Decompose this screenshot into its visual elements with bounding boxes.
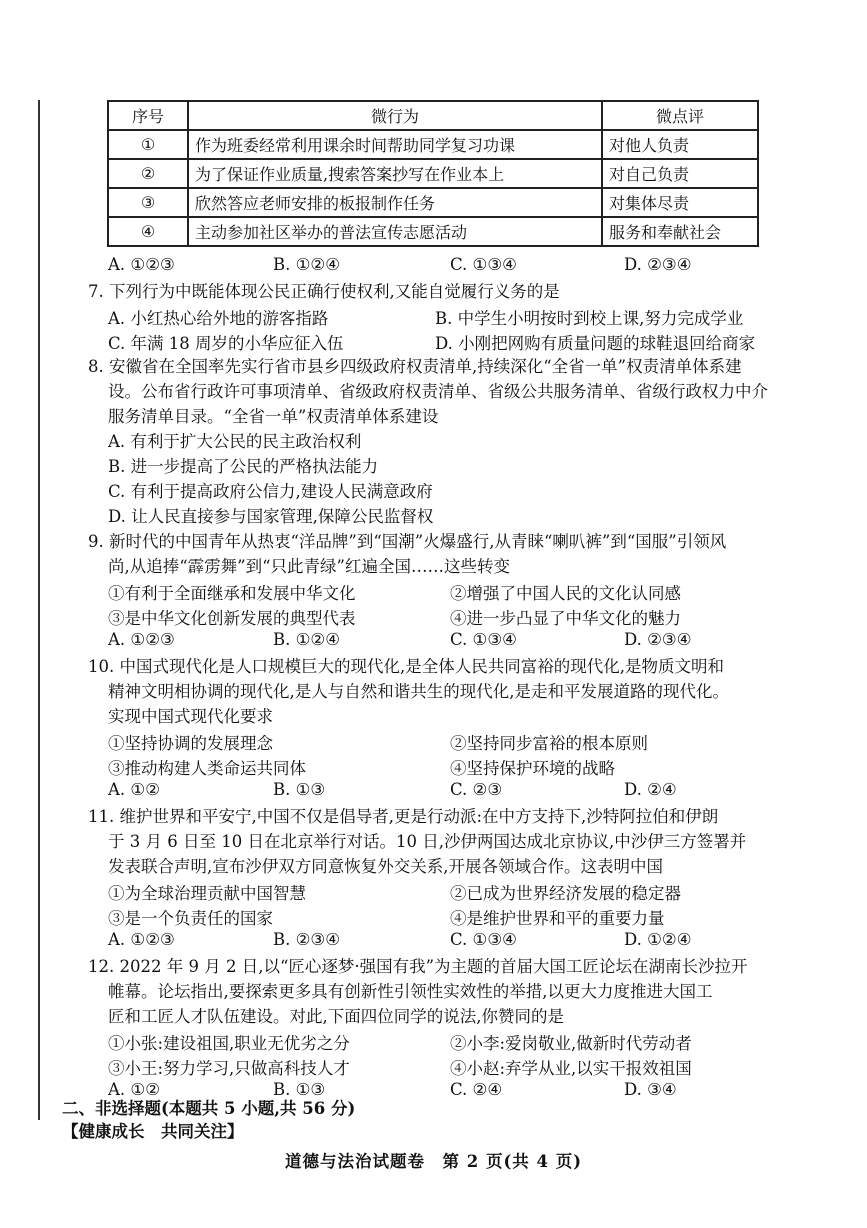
row-comment: 对自己负责 (602, 159, 758, 188)
q11-option-c: C. ①③④ (450, 930, 517, 949)
q11-option-a: A. ①②③ (108, 930, 175, 949)
q11-item-1: ①为全球治理贡献中国智慧 (108, 884, 306, 903)
q7-option-c: C. 年满 18 周岁的小华应征入伍 (108, 334, 344, 353)
q12-option-b: B. ①③ (273, 1080, 326, 1099)
q12-option-d: D. ③④ (624, 1080, 677, 1099)
q9-item-1: ①有利于全面继承和发展中华文化 (108, 584, 356, 603)
row-comment: 对他人负责 (602, 130, 758, 159)
q12-stem-line1: 12. 2022 年 9 月 2 日,以“匠心逐梦·强国有我”为主题的首届大国工匠论坛在湖南长沙拉开 (88, 957, 748, 976)
q10-item-2: ②坚持同步富裕的根本原则 (450, 734, 648, 753)
q10-option-b: B. ①③ (273, 780, 326, 799)
q9-option-c: C. ①③④ (450, 630, 517, 649)
q7-stem: 7. 下列行为中既能体现公民正确行使权利,又能自觉履行义务的是 (88, 282, 560, 301)
q8-option-c: C. 有利于提高政府公信力,建设人民满意政府 (108, 482, 433, 501)
q10-item-1: ①坚持协调的发展理念 (108, 734, 273, 753)
q7-option-b: B. 中学生小明按时到校上课,努力完成学业 (435, 309, 744, 328)
table-header-row (108, 101, 758, 130)
q10-items-row2 (108, 755, 778, 779)
q7-options-row1 (108, 305, 778, 329)
q11-option-d: D. ①②④ (624, 930, 692, 949)
q9-option-d: D. ②③④ (624, 630, 692, 649)
q12-item-4: ④小赵:弃学从业,以实干报效祖国 (450, 1059, 692, 1078)
q12-stem-line3: 匠和工匠人才队伍建设。对此,下面四位同学的说法,你赞同的是 (108, 1007, 564, 1026)
q9-item-4: ④进一步凸显了中华文化的魅力 (450, 609, 681, 628)
q9-options (108, 630, 778, 654)
q8-option-a: A. 有利于扩大公民的民主政治权利 (108, 432, 362, 451)
q10-stem-line2: 精神文明相协调的现代化,是人与自然和谐共生的现代化,是走和平发展道路的现代化。 (108, 682, 729, 701)
q9-item-2: ②增强了中国人民的文化认同感 (450, 584, 681, 603)
row-behavior: 欣然答应老师安排的板报制作任务 (188, 188, 602, 217)
q10-stem-line1: 10. 中国式现代化是人口规模巨大的现代化,是全体人民共同富裕的现代化,是物质文明和 (88, 657, 724, 676)
row-behavior: 为了保证作业质量,搜索答案抄写在作业本上 (188, 159, 602, 188)
q11-stem-line1: 11. 维护世界和平安宁,中国不仅是倡导者,更是行动派:在中方支持下,沙特阿拉伯和伊朗 (88, 807, 719, 826)
q10-option-c: C. ②③ (450, 780, 503, 799)
q10-item-4: ④坚持保护环境的战略 (450, 759, 615, 778)
row-number: ② (108, 159, 188, 188)
q6-option-c: C. ①③④ (450, 255, 517, 274)
row-comment: 服务和奉献社会 (602, 217, 758, 246)
section-heading: 二、非选择题(本题共 5 小题,共 56 分) (62, 1099, 356, 1118)
table-row (108, 217, 758, 246)
q12-option-a: A. ①② (108, 1080, 160, 1099)
table-row (108, 188, 758, 217)
q12-item-2: ②小李:爱岗敬业,做新时代劳动者 (450, 1034, 692, 1053)
q8-stem-line2: 设。公布省行政许可事项清单、省级政府权责清单、省级公共服务清单、省级行政权力中介 (108, 382, 768, 401)
q8-option-d: D. 让人民直接参与国家管理,保障公民监督权 (108, 507, 434, 526)
q9-stem-line1: 9. 新时代的中国青年从热衷“洋品牌”到“国潮”火爆盛行,从青睐“喇叭裤”到“国服”引领风 (88, 532, 727, 551)
q7-options-row2 (108, 330, 778, 354)
table-row (108, 130, 758, 159)
q8-option-b: B. 进一步提高了公民的严格执法能力 (108, 457, 379, 476)
q6-option-a: A. ①②③ (108, 255, 175, 274)
row-number: ① (108, 130, 188, 159)
q11-options (108, 930, 778, 954)
header-number: 序号 (108, 101, 188, 130)
q12-item-1: ①小张:建设祖国,职业无优劣之分 (108, 1034, 350, 1053)
q10-option-d: D. ②④ (624, 780, 677, 799)
q10-item-3: ③推动构建人类命运共同体 (108, 759, 306, 778)
header-behavior: 微行为 (188, 101, 602, 130)
q9-item-3: ③是中华文化创新发展的典型代表 (108, 609, 356, 628)
q6-option-b: B. ①②④ (273, 255, 340, 274)
row-behavior: 作为班委经常利用课余时间帮助同学复习功课 (188, 130, 602, 159)
q7-option-d: D. 小刚把网购有质量问题的球鞋退回给商家 (435, 334, 756, 353)
q11-stem-line3: 发表联合声明,宣布沙伊双方同意恢复外交关系,开展各领域合作。这表明中国 (108, 857, 663, 876)
q9-option-a: A. ①②③ (108, 630, 175, 649)
q11-option-b: B. ②③④ (273, 930, 340, 949)
q11-item-4: ④是维护世界和平的重要力量 (450, 909, 665, 928)
q10-option-a: A. ①② (108, 780, 160, 799)
q12-stem-line2: 帷幕。论坛指出,要探索更多具有创新性引领性实效性的举措,以更大力度推进大国工 (108, 982, 713, 1001)
q11-item-2: ②已成为世界经济发展的稳定器 (450, 884, 681, 903)
row-number: ④ (108, 217, 188, 246)
q11-stem-line2: 于 3 月 6 日至 10 日在北京举行对话。10 日,沙伊两国达成北京协议,中沙伊三方签署并 (108, 832, 747, 851)
subsection-heading: 【健康成长 共同关注】 (62, 1122, 244, 1141)
q12-option-c: C. ②④ (450, 1080, 503, 1099)
q10-stem-line3: 实现中国式现代化要求 (108, 707, 273, 726)
header-comment: 微点评 (602, 101, 758, 130)
table-row (108, 159, 758, 188)
q6-option-d: D. ②③④ (624, 255, 692, 274)
q12-items-row2 (108, 1055, 778, 1079)
row-behavior: 主动参加社区举办的普法宣传志愿活动 (188, 217, 602, 246)
q11-items-row2 (108, 905, 778, 929)
q8-stem-line1: 8. 安徽省在全国率先实行省市县乡四级政府权责清单,持续深化“全省一单”权责清单体系建 (88, 357, 742, 376)
q10-items-row1 (108, 730, 778, 754)
q9-stem-line2: 尚,从追捧“霹雳舞”到“只此青绿”红遍全国……这些转变 (108, 557, 510, 576)
q11-item-3: ③是一个负责任的国家 (108, 909, 273, 928)
row-comment: 对集体尽责 (602, 188, 758, 217)
q7-option-a: A. 小红热心给外地的游客指路 (108, 309, 329, 328)
page-footer: 道德与法治试题卷 第 2 页(共 4 页) (284, 1152, 583, 1171)
q12-item-3: ③小王:努力学习,只做高科技人才 (108, 1059, 350, 1078)
q12-items-row1 (108, 1030, 778, 1054)
row-number: ③ (108, 188, 188, 217)
behavior-table (107, 100, 759, 247)
q8-stem-line3: 服务清单目录。“全省一单”权责清单体系建设 (108, 407, 439, 426)
q9-items-row1 (108, 580, 778, 604)
q6-options (108, 255, 778, 279)
q10-options (108, 780, 778, 804)
q9-items-row2 (108, 605, 778, 629)
q11-items-row1 (108, 880, 778, 904)
q9-option-b: B. ①②④ (273, 630, 340, 649)
